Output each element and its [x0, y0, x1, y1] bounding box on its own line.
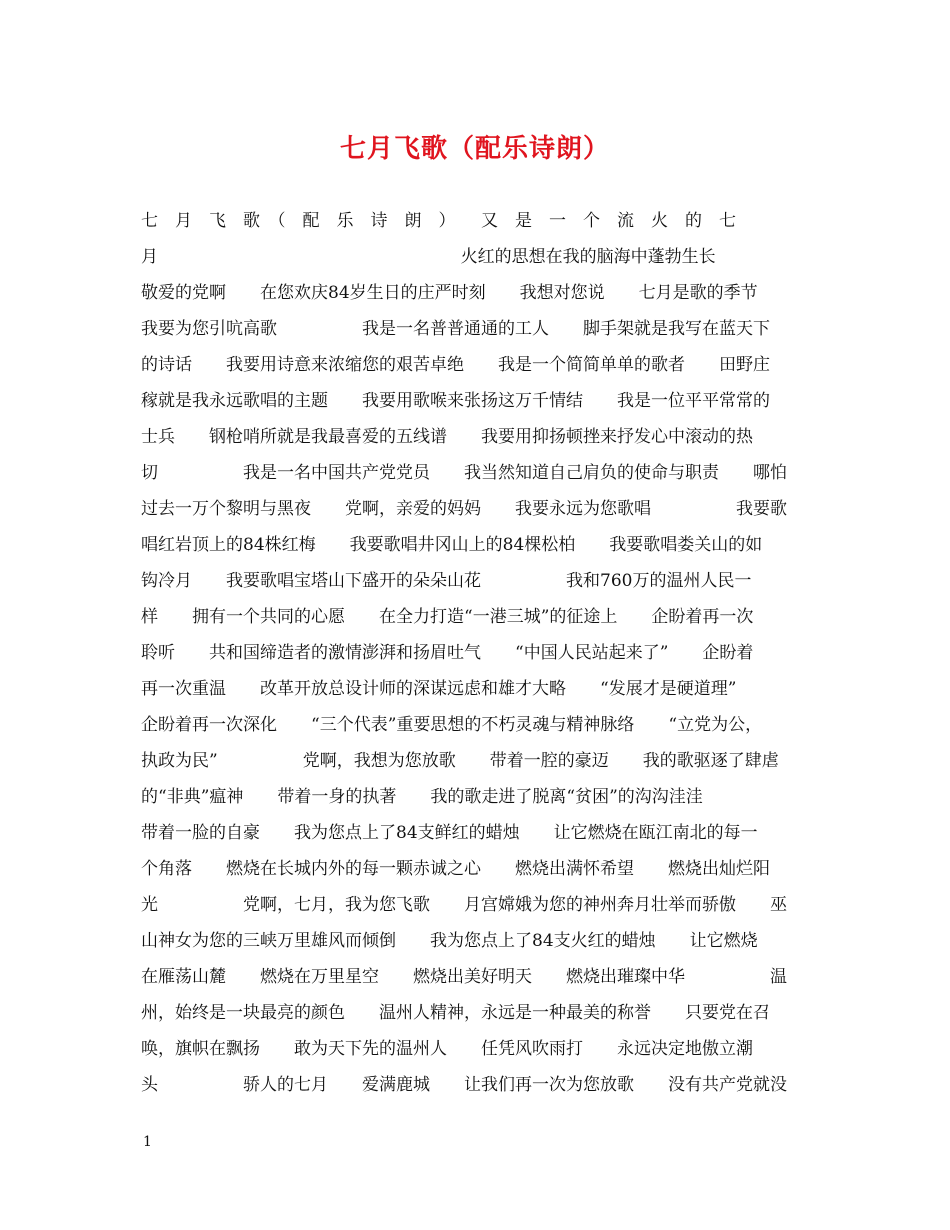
text-line: 个角落 燃烧在长城内外的每一颗赤诚之心 燃烧出满怀希望 燃烧出灿烂阳 [141, 859, 770, 879]
text-line: 样 拥有一个共同的心愿 在全力打造“一港三城”的征途上 企盼着再一次 [141, 607, 754, 627]
text-line: 执政为民” 党啊，我想为您放歌 带着一腔的豪迈 我的歌驱逐了肆虐 [141, 751, 779, 771]
document-title: 七月飞歌（配乐诗朗） [339, 134, 610, 164]
text-line: 的诗话 我要用诗意来浓缩您的艰苦卓绝 我是一个简简单单的歌者 田野庄 [141, 355, 770, 375]
text-line: 企盼着再一次深化 “三个代表”重要思想的不朽灵魂与精神脉络 “立党为公， [141, 715, 763, 735]
text-line: 过去一万个黎明与黑夜 党啊，亲爱的妈妈 我要永远为您歌唱 我要歌 [141, 499, 787, 519]
text-line: 七 月 飞 歌 （ 配 乐 诗 朗 ） 又 是 一 个 流 火 的 七 [141, 211, 736, 231]
page-number: 1 [143, 1134, 152, 1150]
text-line: 我要为您引吭高歌 我是一名普普通通的工人 脚手架就是我写在蓝天下 [141, 319, 770, 339]
text-line: 头 骄人的七月 爱满鹿城 让我们再一次为您放歌 没有共产党就没 [141, 1075, 787, 1095]
text-line: 月 火红的思想在我的脑海中蓬勃生长 [141, 247, 716, 267]
text-line: 聆听 共和国缔造者的激情澎湃和扬眉吐气 “中国人民站起来了” 企盼着 [141, 643, 754, 663]
text-line: 带着一脸的自豪 我为您点上了84支鲜红的蜡烛 让它燃烧在瓯江南北的每一 [141, 823, 758, 843]
text-line: 钩冷月 我要歌唱宝塔山下盛开的朵朵山花 我和760万的温州人民一 [141, 571, 752, 591]
text-line: 州，始终是一块最亮的颜色 温州人精神，永远是一种最美的称誉 只要党在召 [141, 1003, 770, 1023]
text-line: 唱红岩顶上的84株红梅 我要歌唱井冈山上的84棵松柏 我要歌唱娄关山的如 [141, 535, 763, 555]
text-line: 切 我是一名中国共产党党员 我当然知道自己肩负的使命与职责 哪怕 [141, 463, 787, 483]
text-line: 再一次重温 改革开放总设计师的深谋远虑和雄才大略 “发展才是硬道理” [141, 679, 737, 699]
text-line: 在雁荡山麓 燃烧在万里星空 燃烧出美好明天 燃烧出璀璨中华 温 [141, 967, 787, 987]
text-line: 敬爱的党啊 在您欢庆84岁生日的庄严时刻 我想对您说 七月是歌的季节 [141, 283, 758, 303]
text-line: 唤，旗帜在飘扬 敢为天下先的温州人 任凭风吹雨打 永远决定地傲立潮 [141, 1039, 753, 1059]
text-line: 士兵 钢枪哨所就是我最喜爱的五线谱 我要用抑扬顿挫来抒发心中滚动的热 [141, 427, 753, 447]
text-line: 光 党啊，七月，我为您飞歌 月宫嫦娥为您的神州奔月壮举而骄傲 巫 [141, 895, 787, 915]
text-line: 稼就是我永远歌唱的主题 我要用歌喉来张扬这万千情结 我是一位平平常常的 [141, 391, 770, 411]
text-line: 山神女为您的三峡万里雄风而倾倒 我为您点上了84支火红的蜡烛 让它燃烧 [141, 931, 758, 951]
text-line: 的“非典”瘟神 带着一身的执著 我的歌走进了脱离“贫困”的沟沟洼洼 [141, 787, 703, 807]
